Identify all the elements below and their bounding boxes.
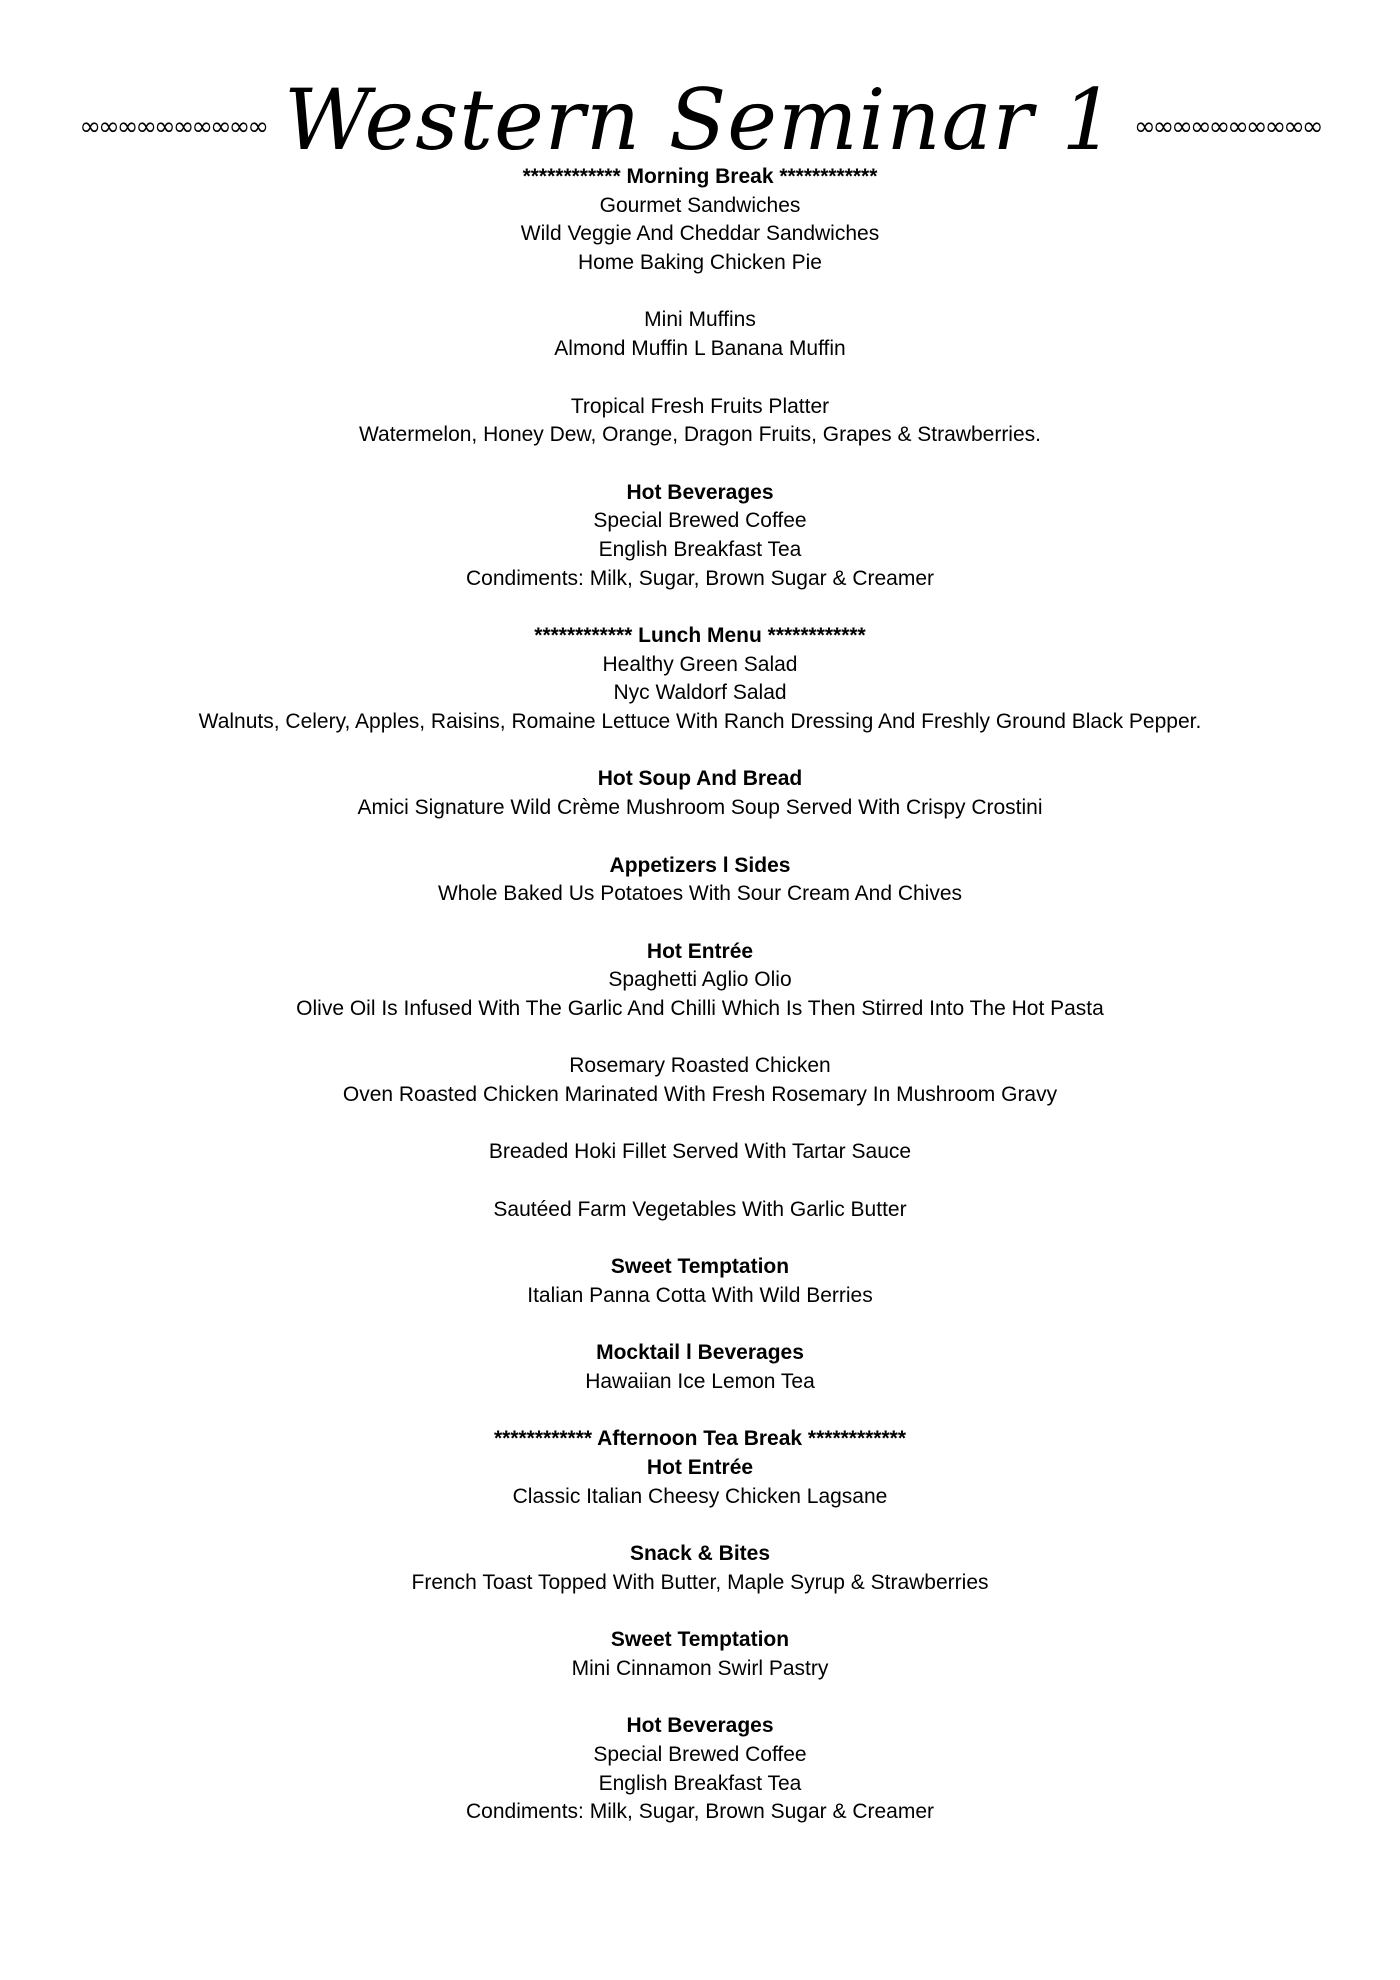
ornament-left: ∞∞∞∞∞∞∞∞∞∞ bbox=[79, 112, 266, 142]
menu-line: Walnuts, Celery, Apples, Raisins, Romaine Lettuce With Ranch Dressing And Freshly Ground Black Pepper. bbox=[198, 710, 1202, 734]
menu-line: Gourmet Sandwiches bbox=[599, 193, 801, 217]
menu-line: Special Brewed Coffee bbox=[593, 1742, 807, 1766]
menu-line: Italian Panna Cotta With Wild Berries bbox=[527, 1283, 873, 1307]
menu-line: Nyc Waldorf Salad bbox=[613, 681, 787, 705]
category-heading: Hot Entrée bbox=[646, 939, 754, 963]
spacer bbox=[0, 1511, 1400, 1540]
spacer bbox=[0, 1683, 1400, 1712]
menu-line: Condiments: Milk, Sugar, Brown Sugar & Creamer bbox=[465, 1800, 935, 1824]
section-heading-afternoon-tea-break: ************ Afternoon Tea Break ************ bbox=[493, 1427, 906, 1451]
category-heading: Sweet Temptation bbox=[610, 1628, 790, 1652]
spacer bbox=[0, 1397, 1400, 1426]
menu-line: Watermelon, Honey Dew, Orange, Dragon Fruits, Grapes & Strawberries. bbox=[359, 423, 1041, 447]
category-heading: Hot Entrée bbox=[646, 1455, 754, 1479]
spacer bbox=[0, 1167, 1400, 1196]
menu-line: Healthy Green Salad bbox=[602, 652, 798, 676]
spacer bbox=[0, 1597, 1400, 1626]
category-heading: Appetizers l Sides bbox=[609, 853, 791, 877]
section-heading-lunch-menu: ************ Lunch Menu ************ bbox=[534, 624, 866, 647]
spacer bbox=[0, 1024, 1400, 1053]
menu-line: Breaded Hoki Fillet Served With Tartar Sauce bbox=[488, 1140, 912, 1164]
menu-line: English Breakfast Tea bbox=[598, 1771, 802, 1795]
menu-line: Oven Roasted Chicken Marinated With Fresh Rosemary In Mushroom Gravy bbox=[342, 1083, 1058, 1106]
spacer bbox=[0, 1311, 1400, 1340]
menu-line: Hawaiian Ice Lemon Tea bbox=[585, 1369, 815, 1393]
title-row bbox=[0, 52, 1400, 169]
spacer bbox=[0, 450, 1400, 479]
spacer bbox=[0, 1110, 1400, 1139]
category-heading: Hot Beverages bbox=[626, 1714, 774, 1738]
menu-line: Almond Muffin L Banana Muffin bbox=[554, 337, 846, 361]
menu-line: Rosemary Roasted Chicken bbox=[569, 1054, 831, 1078]
menu-line: French Toast Topped With Butter, Maple Syrup & Strawberries bbox=[411, 1570, 989, 1594]
menu-line: Mini Muffins bbox=[644, 308, 756, 332]
menu-line: Classic Italian Cheesy Chicken Lagsane bbox=[512, 1484, 888, 1508]
menu-line: Whole Baked Us Potatoes With Sour Cream And Chives bbox=[437, 882, 963, 906]
spacer bbox=[0, 278, 1400, 307]
category-heading: Mocktail l Beverages bbox=[596, 1341, 804, 1365]
menu-line: English Breakfast Tea bbox=[598, 537, 802, 561]
menu-line: Tropical Fresh Fruits Platter bbox=[570, 394, 830, 418]
spacer bbox=[0, 593, 1400, 622]
menu-line: Spaghetti Aglio Olio bbox=[608, 968, 792, 992]
menu-line: Home Baking Chicken Pie bbox=[578, 251, 822, 275]
category-heading: Snack & Bites bbox=[629, 1542, 771, 1565]
menu-line: Olive Oil Is Infused With The Garlic And Chilli Which Is Then Stirred Into The Hot Pasta bbox=[296, 996, 1104, 1020]
spacer bbox=[0, 364, 1400, 393]
spacer bbox=[0, 737, 1400, 766]
ornament-right: ∞∞∞∞∞∞∞∞∞∞ bbox=[1133, 112, 1321, 142]
menu-line: Condiments: Milk, Sugar, Brown Sugar & Creamer bbox=[465, 566, 935, 590]
menu-line: Sautéed Farm Vegetables With Garlic Butter bbox=[493, 1197, 907, 1221]
category-heading: Hot Soup And Bread bbox=[597, 767, 803, 791]
spacer bbox=[0, 1224, 1400, 1253]
menu-body bbox=[0, 163, 1400, 1827]
section-heading-morning-break: ************ Morning Break ************ bbox=[522, 165, 878, 188]
spacer bbox=[0, 909, 1400, 938]
page-title: Western Seminar 1 bbox=[284, 71, 1116, 169]
spacer bbox=[0, 823, 1400, 852]
category-heading: Hot Beverages bbox=[626, 480, 774, 504]
menu-line: Wild Veggie And Cheddar Sandwiches bbox=[520, 222, 880, 246]
menu-line: Amici Signature Wild Crème Mushroom Soup Served With Crispy Crostini bbox=[357, 796, 1043, 820]
category-heading: Sweet Temptation bbox=[610, 1255, 790, 1279]
menu-line: Special Brewed Coffee bbox=[593, 509, 807, 533]
menu-line: Mini Cinnamon Swirl Pastry bbox=[571, 1656, 829, 1680]
